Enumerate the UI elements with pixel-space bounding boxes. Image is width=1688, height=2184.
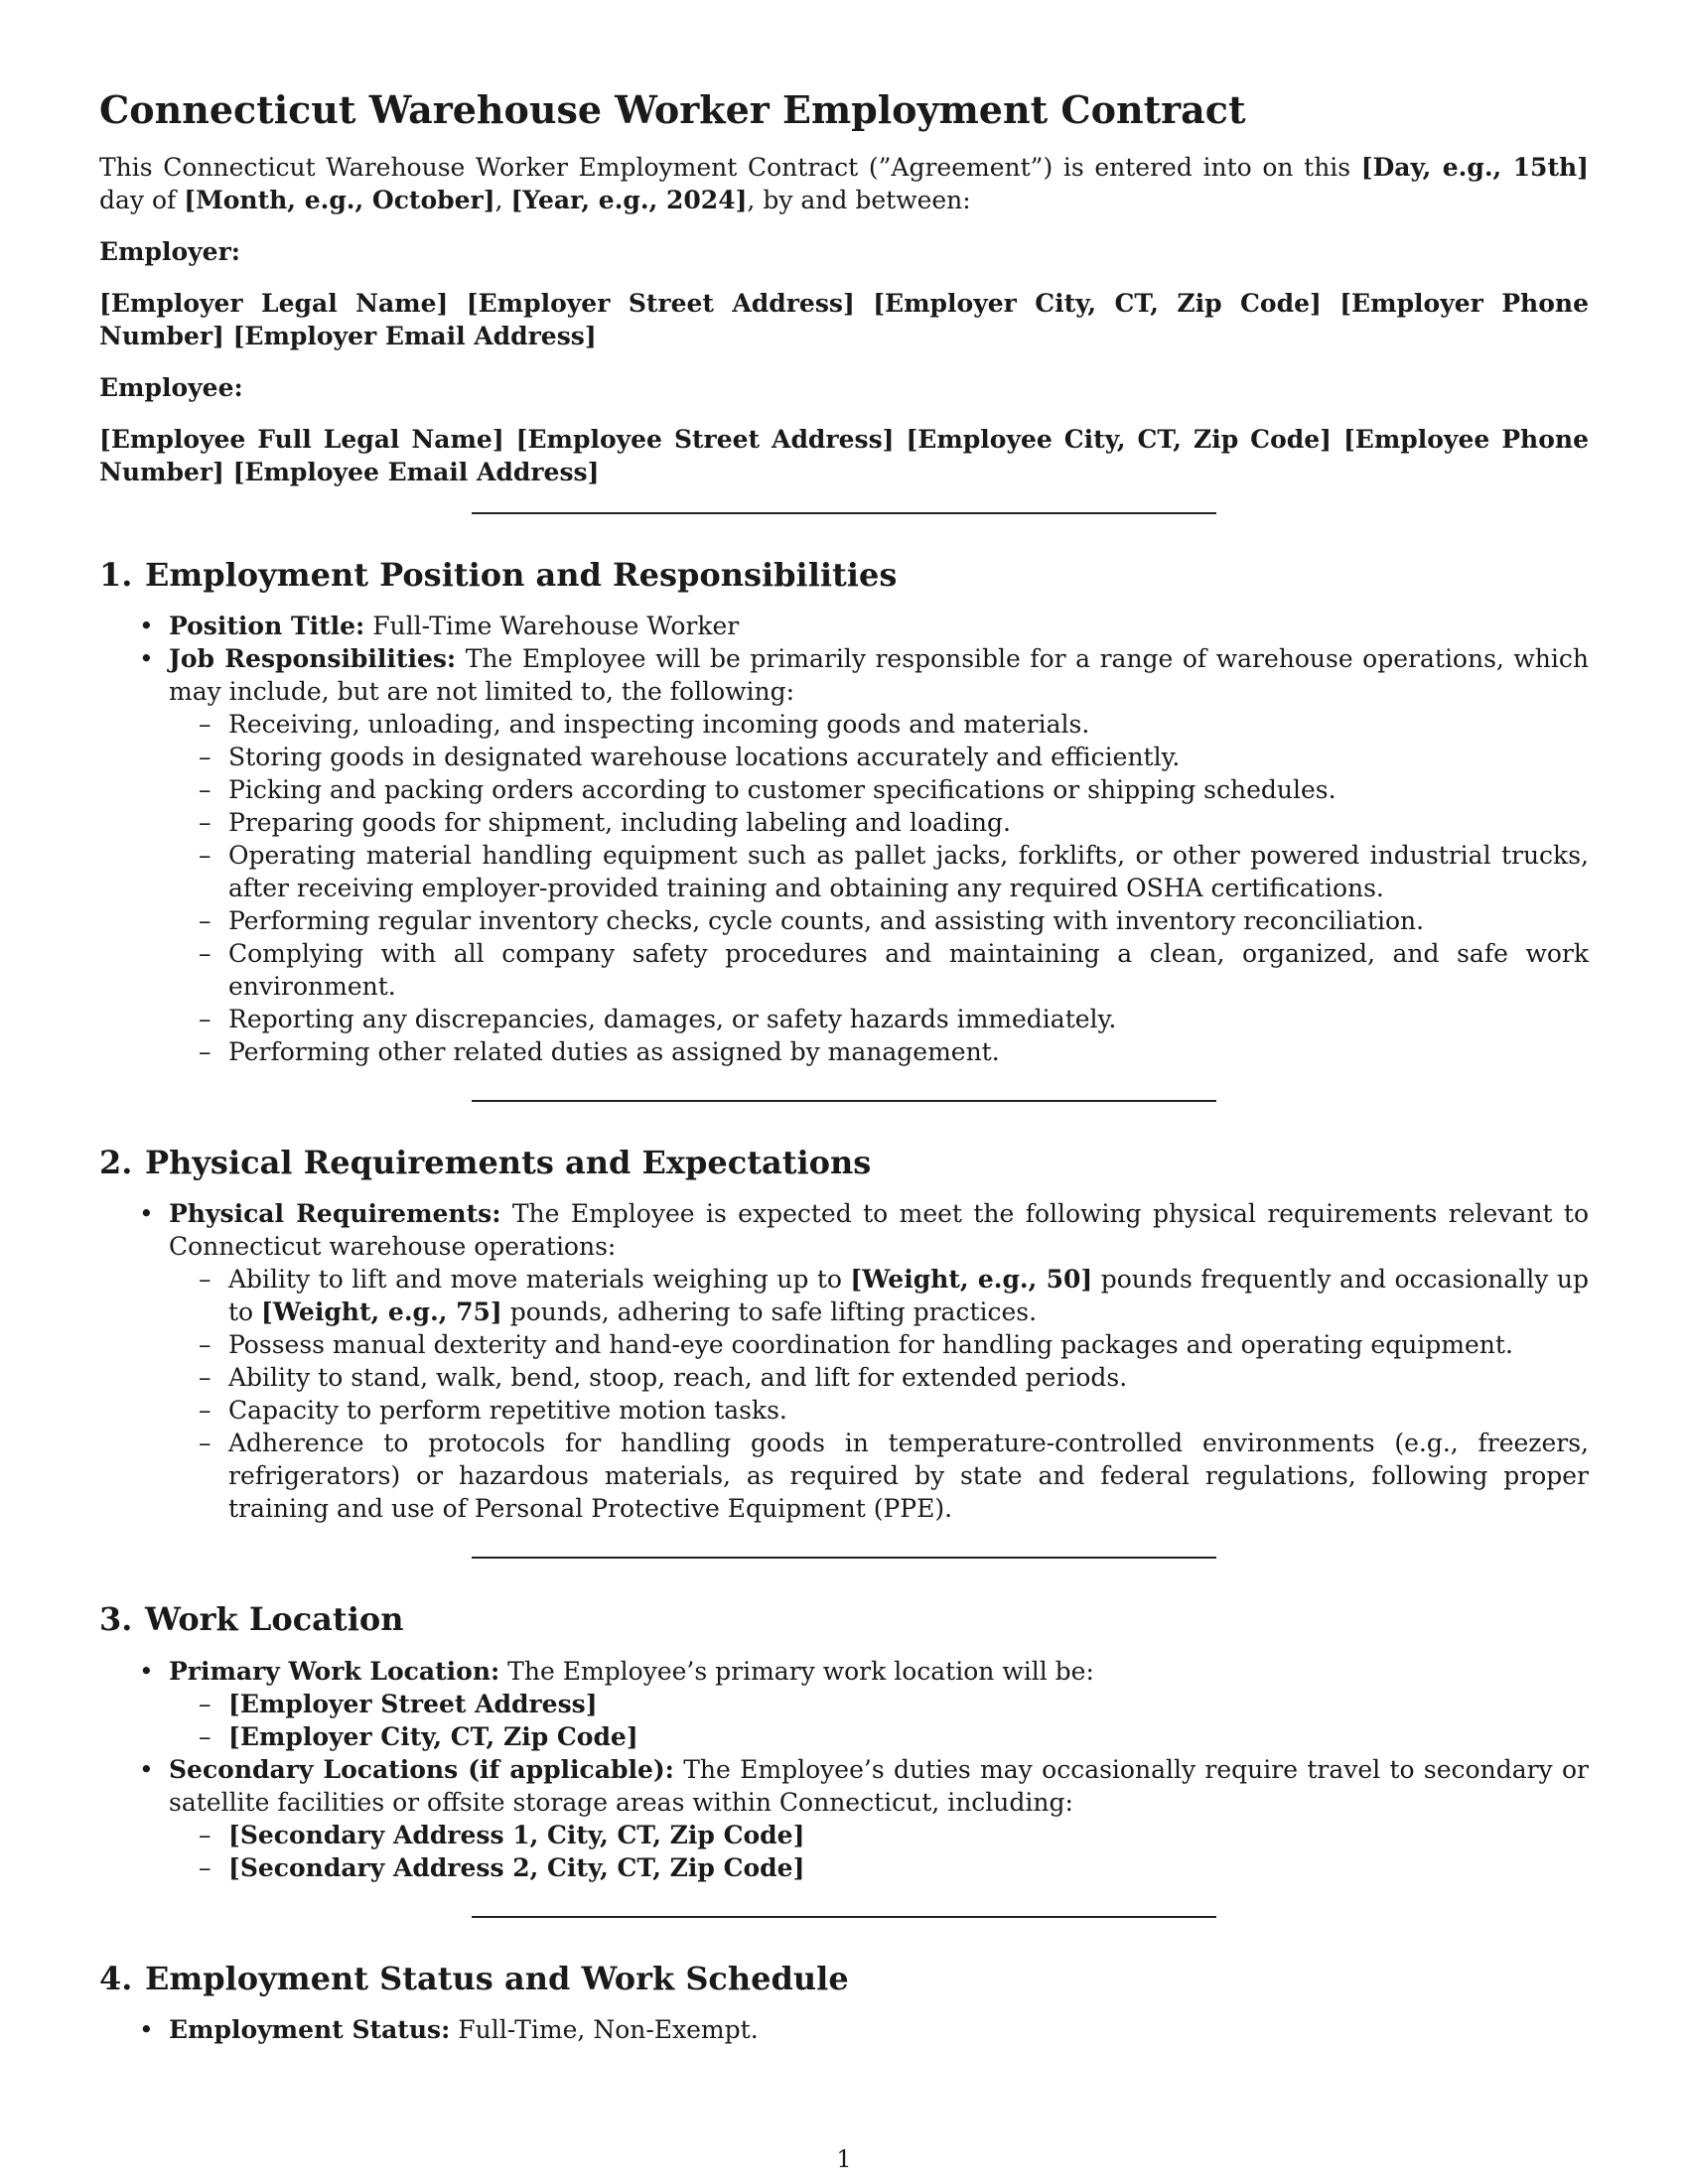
employment-status-text: Full-Time, Non-Exempt.: [450, 2015, 759, 2045]
list-item: – Capacity to perform repetitive motion tasks.: [169, 1394, 1589, 1427]
intro-paragraph: [99, 151, 1589, 216]
intro-text-4: , by and between:: [747, 185, 971, 214]
physical-requirements-list: [169, 1263, 1589, 1525]
section-1-heading: [99, 556, 1589, 594]
section-3-title: Work Location: [145, 1600, 404, 1639]
section-2-list: [99, 1197, 1589, 1525]
secondary-address-2: [Secondary Address 2, City, CT, Zip Code]: [228, 1852, 805, 1882]
section-3-number: 3.: [99, 1600, 133, 1639]
secondary-locations-text: The Employee’s duties may occasionally require travel to secondary or satellite facilities or offsite storage areas within Connecticut, including:: [169, 1754, 1590, 1817]
physical-requirements-item: [99, 1197, 1589, 1525]
section-3-heading: [99, 1600, 1589, 1638]
contract-page: [99, 87, 1589, 2078]
list-item: [169, 1819, 1589, 1851]
section-divider: [472, 1557, 1216, 1559]
list-item: [169, 1851, 1589, 1884]
responsibilities-item: [99, 642, 1589, 1068]
secondary-locations-label: Secondary Locations (if applicable):: [169, 1754, 674, 1784]
list-item-lifting: [169, 1263, 1589, 1328]
section-2-heading: [99, 1144, 1589, 1181]
responsibilities-list: [169, 708, 1589, 1068]
section-divider: [472, 1916, 1216, 1918]
secondary-address-1: [Secondary Address 1, City, CT, Zip Code]: [228, 1820, 805, 1849]
primary-location-list: [169, 1688, 1589, 1753]
physical-requirements-label: Physical Requirements:: [169, 1199, 501, 1229]
lift-text-2: pounds frequently and occasionally up to: [228, 1265, 1589, 1327]
section-2-title: Physical Requirements and Expectations: [145, 1143, 872, 1181]
list-item: – Performing other related duties as assigned by management.: [169, 1035, 1589, 1068]
lift-text-1: Ability to lift and move materials weighing up to: [228, 1265, 851, 1295]
list-item: – Ability to stand, walk, bend, stoop, reach, and lift for extended periods.: [169, 1361, 1589, 1394]
physical-requirements-text: The Employee is expected to meet the following physical requirements relevant to Connecticut warehouse operations:: [169, 1199, 1589, 1262]
employment-status-item: [99, 2013, 1589, 2046]
document-title: Connecticut Warehouse Worker Employment Contract: [99, 87, 1246, 132]
section-1-number: 1.: [99, 555, 133, 594]
responsibilities-label: Job Responsibilities:: [169, 643, 457, 673]
section-divider: [472, 1100, 1216, 1102]
employer-details: [Employer Legal Name] [Employer Street Address] [Employer City, CT, Zip Code] [Employer Phone Number] [Employer Email Address]: [99, 288, 1589, 350]
secondary-locations-list: [169, 1819, 1589, 1884]
section-3-list: [99, 1655, 1589, 1884]
primary-location-item: [99, 1655, 1589, 1753]
list-item: – Performing regular inventory checks, cycle counts, and assisting with inventory reconciliation.: [169, 904, 1589, 937]
list-item: – Storing goods in designated warehouse locations accurately and efficiently.: [169, 741, 1589, 773]
section-4-title: Employment Status and Work Schedule: [145, 1959, 849, 1997]
section-1-title: Employment Position and Responsibilities: [145, 555, 898, 594]
position-item: [99, 610, 1589, 642]
primary-address-city: [Employer City, CT, Zip Code]: [228, 1721, 638, 1751]
list-item: [169, 1720, 1589, 1753]
list-item: – Complying with all company safety procedures and maintaining a clean, organized, and safe work environment.: [169, 937, 1589, 1003]
section-1-list: [99, 610, 1589, 1068]
list-item: – Possess manual dexterity and hand-eye coordination for handling packages and operating equipment.: [169, 1328, 1589, 1361]
primary-location-text: The Employee’s primary work location will be:: [499, 1656, 1094, 1686]
weight-placeholder-2: [Weight, e.g., 75]: [261, 1297, 502, 1327]
employer-label: Employer:: [99, 236, 240, 266]
month-placeholder: [Month, e.g., October]: [184, 185, 495, 214]
page-number: 1: [836, 2145, 852, 2173]
weight-placeholder-1: [Weight, e.g., 50]: [850, 1265, 1093, 1295]
section-2-number: 2.: [99, 1143, 133, 1181]
responsibilities-text: The Employee will be primarily responsible for a range of warehouse operations, which may include, but are not limited to, the following:: [169, 643, 1589, 706]
employment-status-label: Employment Status:: [169, 2015, 451, 2045]
secondary-locations-item: [99, 1753, 1589, 1884]
position-label: Position Title:: [169, 611, 365, 640]
primary-address-street: [Employer Street Address]: [228, 1689, 598, 1718]
list-item: – Preparing goods for shipment, including labeling and loading.: [169, 806, 1589, 839]
year-placeholder: [Year, e.g., 2024]: [510, 185, 748, 214]
list-item: – Adherence to protocols for handling goods in temperature-controlled environments (e.g., freezers, refrigerators) or hazardous materials, as required by state and federal regulations, following proper training and use of Personal Protective Equipment (PPE).: [169, 1427, 1589, 1525]
list-item: [169, 1688, 1589, 1720]
primary-location-label: Primary Work Location:: [169, 1656, 500, 1686]
list-item: – Picking and packing orders according to customer specifications or shipping schedules.: [169, 773, 1589, 806]
intro-text-1: This Connecticut Warehouse Worker Employment Contract (”Agreement”) is entered into on this: [99, 152, 1361, 182]
section-4-heading: [99, 1960, 1589, 1997]
intro-text-2: day of: [99, 185, 185, 214]
list-item: – Receiving, unloading, and inspecting incoming goods and materials.: [169, 708, 1589, 741]
day-placeholder: [Day, e.g., 15th]: [1360, 152, 1589, 182]
list-item: – Operating material handling equipment such as pallet jacks, forklifts, or other powered industrial trucks, after receiving employer-provided training and obtaining any required OSHA certifications.: [169, 839, 1589, 904]
lift-text-3: pounds, adhering to safe lifting practices.: [501, 1297, 1038, 1327]
intro-text-3: ,: [494, 185, 511, 214]
section-4-list: [99, 2013, 1589, 2046]
position-value: Full-Time Warehouse Worker: [364, 611, 740, 640]
list-item: – Reporting any discrepancies, damages, or safety hazards immediately.: [169, 1003, 1589, 1035]
employee-label: Employee:: [99, 372, 243, 402]
employee-details: [Employee Full Legal Name] [Employee Street Address] [Employee City, CT, Zip Code] [Employee Phone Number] [Employee Email Address]: [99, 424, 1589, 486]
section-4-number: 4.: [99, 1959, 133, 1997]
section-divider: [472, 512, 1216, 514]
